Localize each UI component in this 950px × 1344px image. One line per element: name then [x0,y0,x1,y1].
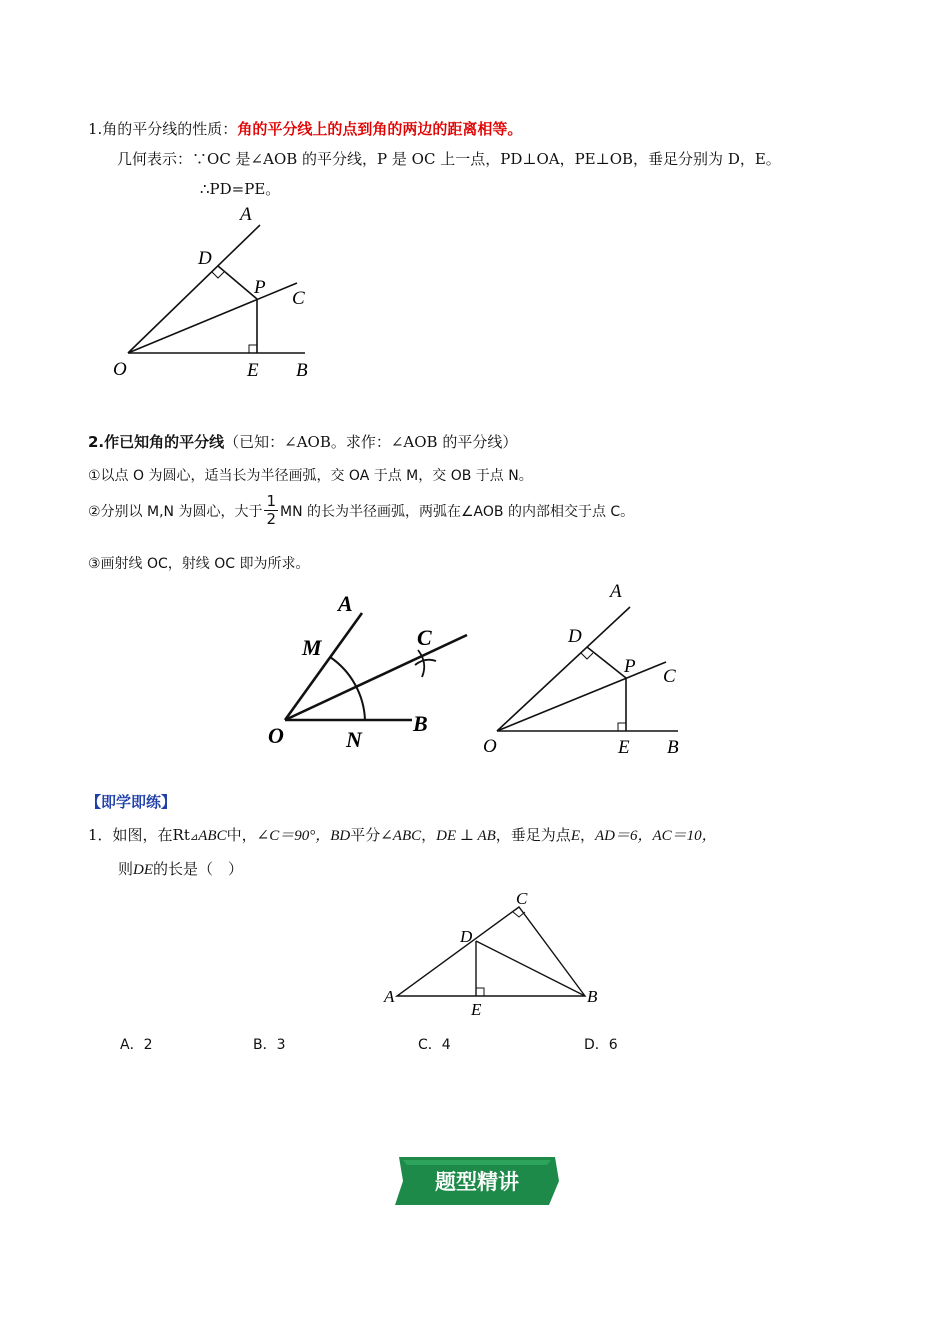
label-e: E [618,737,630,758]
triangle-abc [397,907,585,996]
q-angle: ∠C＝90°， [256,828,331,844]
option-letter: C． [418,1037,442,1053]
question-number: 1． [88,826,113,844]
q-comma: ， [579,826,595,844]
section2-title-note: （已知：∠AOB。求作：∠AOB 的平分线） [224,433,518,451]
segment-pd [587,647,626,678]
q-abc: ABC [392,828,422,844]
segment-bd [476,941,585,996]
q-bd: BD [330,828,351,844]
option-value: 6 [608,1037,618,1053]
label-c: C [663,666,676,687]
option-value: 4 [441,1037,451,1053]
label-c: C [417,625,432,650]
geometry-text: ∵OC 是∠AOB 的平分线，P 是 OC 上一点，PD⊥OA，PE⊥OB，垂足分别为 D，E。 [192,150,781,168]
label-a: A [338,591,353,616]
question-1-line-2 [118,858,243,879]
construction-step-1: ①以点 O 为圆心，适当长为半径画弧，交 OA 于点 M，交 OB 于点 N。 [88,468,533,484]
label-e: E [247,360,259,381]
label-c: C [292,288,305,309]
label-o: O [268,723,284,748]
ray-oc [497,662,666,731]
option-letter: B． [253,1037,277,1053]
label-c: C [516,889,528,908]
q-text: 的长是（ ） [153,860,244,878]
right-angle-e [618,723,626,731]
section1-title-emphasis: 角的平分线上的点到角的两边的距离相等。 [237,120,523,138]
right-angle-e [476,988,484,996]
q-de-perp: DE ⊥ AB [436,828,496,844]
q-e: E [570,828,580,844]
q-text: 平分∠ [350,826,393,844]
step2-after: MN 的长为半径画弧，两弧在∠AOB 的内部相交于点 C。 [280,503,635,520]
option-d[interactable] [584,1034,618,1054]
badge-highlight [403,1160,551,1165]
label-e: E [471,1000,482,1019]
section2-title-main: 2.作已知角的平分线 [88,433,225,451]
right-angle-d [212,272,224,278]
figure-right-triangle [380,885,610,1020]
practice-heading: 【即学即练】 [86,793,177,811]
arc-mn [330,657,365,720]
ray-oa [497,607,630,731]
label-a: A [610,581,622,602]
section1-geometry [117,148,781,169]
q-de: DE [133,862,154,878]
badge-label: 题型精讲 [435,1170,519,1194]
q-text: 如图，在Rt [112,826,190,844]
geometry-label: 几何表示： [117,150,193,168]
fraction-one-half [264,494,278,527]
section-badge [393,1155,561,1207]
fraction-numerator: 1 [266,492,276,510]
right-angle-d [581,653,593,659]
segment-pd [218,266,257,299]
label-p: P [254,277,266,298]
label-b: B [667,737,679,758]
option-a[interactable] [120,1034,153,1054]
figure-bisector-property [100,195,360,390]
label-m: M [302,635,322,660]
q-ad: AD＝6， [595,828,653,844]
construction-step-2 [88,494,634,527]
label-n: N [346,727,362,752]
arc-from-m [415,660,436,665]
section2-title [88,431,517,452]
step2-before: ②分别以 M,N 为圆心，大于 [88,503,263,520]
question-1-line-1 [88,824,717,845]
label-o: O [483,736,497,757]
label-b: B [296,360,308,381]
q-text: 中， [226,826,257,844]
option-letter: A． [120,1037,144,1053]
q-text: 则 [118,860,134,878]
label-d: D [568,626,582,647]
ray-oa [285,613,362,720]
q-ac: AC＝10， [652,828,717,844]
right-angle-e [249,345,257,353]
q-text: ，垂足为点 [495,826,571,844]
triangle-symbol: ⊿ [189,832,199,843]
figure-bisector-right [470,575,700,765]
section1-title-prefix: 1.角的平分线的性质： [88,120,238,138]
label-d: D [198,248,212,269]
label-b: B [587,987,598,1006]
option-letter: D． [584,1037,609,1053]
section1-title [88,118,522,139]
label-p: P [624,656,636,677]
option-value: 2 [143,1037,153,1053]
ray-oa [128,225,260,353]
label-b: B [413,711,428,736]
construction-step-3: ③画射线 OC，射线 OC 即为所求。 [88,556,310,572]
ray-oc [128,283,297,353]
q-comma: ， [421,826,437,844]
fraction-denominator: 2 [266,510,276,528]
label-o: O [113,359,127,380]
option-b[interactable] [253,1034,286,1054]
label-d: D [460,927,473,946]
label-a: A [240,204,252,225]
option-c[interactable] [418,1034,451,1054]
q-abc: ABC [198,828,227,844]
figure-construction [260,585,480,755]
label-a: A [384,987,395,1006]
option-value: 3 [276,1037,286,1053]
section1-conclusion: ∴PD=PE。 [200,180,281,198]
